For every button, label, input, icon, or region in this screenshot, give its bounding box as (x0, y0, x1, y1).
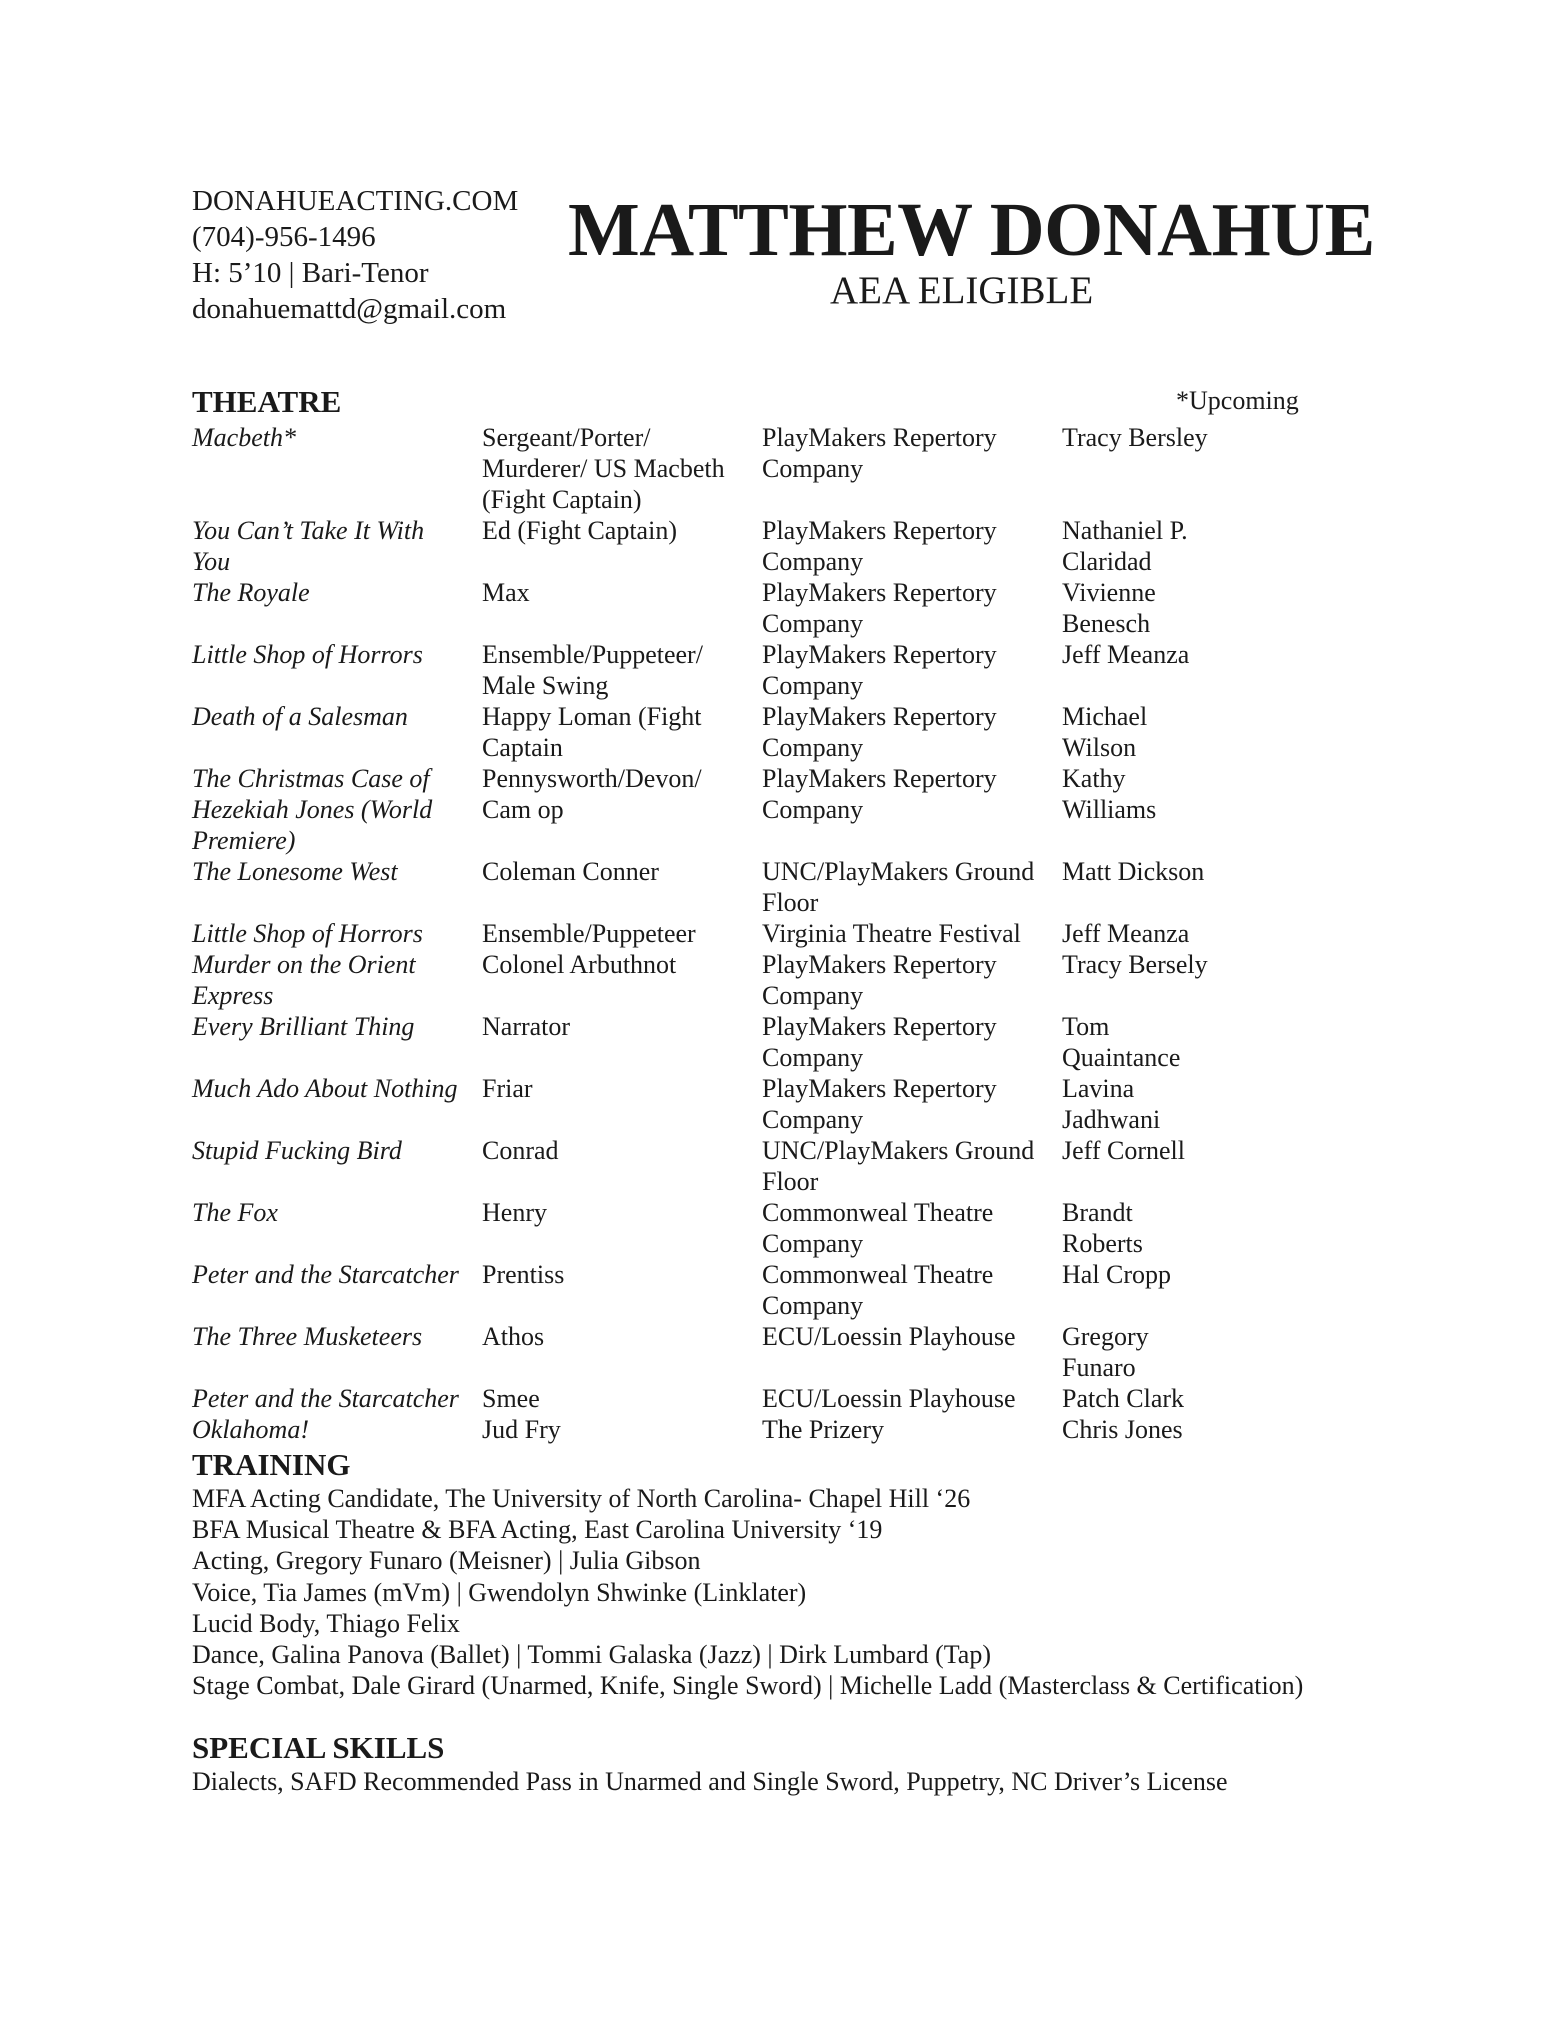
credit-role (482, 1259, 762, 1321)
credit-company-line: Company (762, 454, 864, 483)
credit-row (192, 856, 1392, 918)
credit-company (762, 1383, 1062, 1414)
credit-company-line: Company (762, 1291, 864, 1320)
credit-role-line: Narrator (482, 1012, 571, 1041)
credit-role (482, 949, 762, 1011)
credit-director-line: Tracy Bersley (1062, 423, 1208, 452)
credit-role-line: Cam op (482, 795, 564, 824)
credit-show-line: The Christmas Case of (192, 764, 430, 793)
credit-director (1062, 577, 1212, 639)
credit-director-line: Jeff Cornell (1062, 1136, 1185, 1165)
credit-role-line: Coleman Conner (482, 857, 659, 886)
credit-show-line: Stupid Fucking Bird (192, 1136, 402, 1165)
credit-show (192, 856, 482, 918)
credit-role-line: (Fight Captain) (482, 485, 642, 514)
credit-show (192, 1135, 482, 1197)
credit-role (482, 515, 762, 577)
credit-company-line: Company (762, 609, 864, 638)
credit-role-line: Jud Fry (482, 1415, 561, 1444)
credit-show-line: The Lonesome West (192, 857, 398, 886)
credit-director-line: Nathaniel P. (1062, 516, 1188, 545)
credit-show-line: Every Brilliant Thing (192, 1012, 415, 1041)
credit-role (482, 1383, 762, 1414)
credit-director (1062, 1321, 1212, 1383)
credit-show (192, 639, 482, 701)
credit-director-line: Benesch (1062, 609, 1151, 638)
credit-role (482, 1011, 762, 1073)
credit-director (1062, 1197, 1212, 1259)
credit-director-line: Patch Clark (1062, 1384, 1185, 1413)
credit-company-line: ECU/Loessin Playhouse (762, 1322, 1016, 1351)
credit-role-line: Conrad (482, 1136, 559, 1165)
website: DONAHUEACTING.COM (192, 185, 519, 217)
credit-role-line: Ensemble/Puppeteer (482, 919, 696, 948)
credit-show (192, 1259, 482, 1321)
credit-show (192, 949, 482, 1011)
credit-director (1062, 1011, 1212, 1073)
credit-company (762, 1259, 1062, 1321)
credit-role (482, 1414, 762, 1445)
credit-director (1062, 949, 1212, 1011)
credit-company-line: The Prizery (762, 1415, 885, 1444)
credit-role (482, 639, 762, 701)
credit-company (762, 1011, 1062, 1073)
credit-show-line: Death of a Salesman (192, 702, 408, 731)
credit-show-line: Macbeth* (192, 423, 296, 452)
credit-show-line: Premiere) (192, 826, 296, 855)
credit-company (762, 1414, 1062, 1445)
credit-company-line: Virginia Theatre Festival (762, 919, 1021, 948)
credit-role (482, 763, 762, 856)
credit-show-line: Hezekiah Jones (World (192, 795, 433, 824)
credit-row (192, 1135, 1392, 1197)
credit-company (762, 918, 1062, 949)
credit-show-line: Much Ado About Nothing (192, 1074, 458, 1103)
credit-show (192, 1321, 482, 1383)
height-voice-type: H: 5’10 | Bari-Tenor (192, 257, 429, 289)
credit-show-line: Peter and the Starcatcher (192, 1384, 459, 1413)
credit-director (1062, 422, 1212, 515)
credit-director (1062, 1383, 1212, 1414)
credit-show-line: You (192, 547, 231, 576)
credit-director-line: Matt Dickson (1062, 857, 1205, 886)
credit-role-line: Max (482, 578, 530, 607)
credit-show (192, 1383, 482, 1414)
credit-row (192, 515, 1392, 577)
credit-company-line: PlayMakers Repertory (762, 640, 997, 669)
phone-number: (704)-956-1496 (192, 221, 376, 253)
credit-show-line: Little Shop of Horrors (192, 640, 423, 669)
credit-company-line: PlayMakers Repertory (762, 764, 997, 793)
credit-company (762, 515, 1062, 577)
credit-director-line: Jeff Meanza (1062, 640, 1190, 669)
credit-company-line: Company (762, 1105, 864, 1134)
credit-company-line: Company (762, 733, 864, 762)
training-line: BFA Musical Theatre & BFA Acting, East Carolina University ‘19 (192, 1515, 883, 1545)
credit-company-line: Floor (762, 888, 819, 917)
credit-role-line: Henry (482, 1198, 547, 1227)
credit-show (192, 515, 482, 577)
email-address: donahuemattd@gmail.com (192, 293, 507, 325)
credit-director (1062, 515, 1212, 577)
credit-company-line: PlayMakers Repertory (762, 1012, 997, 1041)
credit-show (192, 763, 482, 856)
credit-row (192, 422, 1392, 515)
credit-role (482, 1197, 762, 1259)
credit-row (192, 1073, 1392, 1135)
training-line: Stage Combat, Dale Girard (Unarmed, Knife, Single Sword) | Michelle Ladd (Masterclass & Certification) (192, 1671, 1304, 1701)
credit-row (192, 577, 1392, 639)
credit-role (482, 577, 762, 639)
credit-company-line: Company (762, 1043, 864, 1072)
credit-director (1062, 856, 1212, 918)
credit-company (762, 1197, 1062, 1259)
credit-director-line: Tom Quaintance (1062, 1012, 1181, 1072)
training-list (192, 1483, 1303, 1701)
credit-company-line: PlayMakers Repertory (762, 1074, 997, 1103)
credit-company (762, 1321, 1062, 1383)
credit-company-line: Commonweal Theatre (762, 1260, 994, 1289)
training-heading: TRAINING (192, 1447, 351, 1482)
credit-role-line: Prentiss (482, 1260, 565, 1289)
credit-row (192, 1011, 1392, 1073)
credit-show (192, 1011, 482, 1073)
credit-role-line: Ed (Fight Captain) (482, 516, 677, 545)
credit-row (192, 918, 1392, 949)
training-line: Lucid Body, Thiago Felix (192, 1608, 460, 1638)
credit-role-line: Sergeant/Porter/ (482, 423, 651, 452)
credit-director (1062, 701, 1212, 763)
credit-director (1062, 1259, 1212, 1321)
credit-role (482, 1321, 762, 1383)
credit-director (1062, 1135, 1212, 1197)
credit-role (482, 1135, 762, 1197)
credit-row (192, 1321, 1392, 1383)
credit-show (192, 1414, 482, 1445)
credit-role-line: Pennysworth/Devon/ (482, 764, 702, 793)
credit-role-line: Athos (482, 1322, 545, 1351)
credit-company-line: Floor (762, 1167, 819, 1196)
credit-company (762, 577, 1062, 639)
credit-company-line: PlayMakers Repertory (762, 950, 997, 979)
credit-director-line: Kathy Williams (1062, 764, 1157, 824)
credit-company-line: PlayMakers Repertory (762, 423, 997, 452)
credit-director-line: Vivienne (1062, 578, 1156, 607)
credit-director-line: Lavina Jadhwani (1062, 1074, 1161, 1134)
credit-director-line: Gregory Funaro (1062, 1322, 1149, 1382)
credit-company-line: Company (762, 671, 864, 700)
credit-row (192, 763, 1392, 856)
credit-director-line: Claridad (1062, 547, 1152, 576)
training-line: Dance, Galina Panova (Ballet) | Tommi Galaska (Jazz) | Dirk Lumbard (Tap) (192, 1640, 992, 1670)
credit-company (762, 949, 1062, 1011)
credit-company (762, 763, 1062, 856)
credit-row (192, 639, 1392, 701)
credit-show (192, 422, 482, 515)
credit-director-line: Chris Jones (1062, 1415, 1183, 1444)
credit-director-line: Michael Wilson (1062, 702, 1148, 762)
credit-company-line: ECU/Loessin Playhouse (762, 1384, 1016, 1413)
credit-director-line: Brandt Roberts (1062, 1198, 1143, 1258)
credit-role (482, 918, 762, 949)
credit-company-line: PlayMakers Repertory (762, 578, 997, 607)
credit-company (762, 1073, 1062, 1135)
training-line: MFA Acting Candidate, The University of North Carolina- Chapel Hill ‘26 (192, 1484, 971, 1513)
credit-show-line: Express (192, 981, 274, 1010)
credit-show-line: Murder on the Orient (192, 950, 416, 979)
credit-director (1062, 918, 1212, 949)
contact-info (192, 183, 518, 327)
special-skills-text: Dialects, SAFD Recommended Pass in Unarmed and Single Sword, Puppetry, NC Driver’s License (192, 1767, 1228, 1796)
credit-role-line: Male Swing (482, 671, 609, 700)
credit-role (482, 701, 762, 763)
credit-company-line: Company (762, 795, 864, 824)
credit-show-line: The Royale (192, 578, 310, 607)
credit-role-line: Colonel Arbuthnot (482, 950, 677, 979)
credit-show-line: The Fox (192, 1198, 278, 1227)
credit-role-line: Ensemble/Puppeteer/ (482, 640, 703, 669)
credit-show-line: Peter and the Starcatcher (192, 1260, 459, 1289)
credit-role (482, 422, 762, 515)
credit-company-line: PlayMakers Repertory (762, 702, 997, 731)
credit-row (192, 1259, 1392, 1321)
credit-role-line: Captain (482, 733, 563, 762)
credit-show (192, 1197, 482, 1259)
credit-director-line: Tracy Bersely (1062, 950, 1208, 979)
credit-company (762, 701, 1062, 763)
training-line: Acting, Gregory Funaro (Meisner) | Julia Gibson (192, 1546, 701, 1576)
credit-director (1062, 763, 1212, 856)
credit-role-line: Happy Loman (Fight (482, 702, 702, 731)
credit-role-line: Murderer/ US Macbeth (482, 454, 725, 483)
credit-company-line: UNC/PlayMakers Ground (762, 857, 1035, 886)
credit-row (192, 701, 1392, 763)
credit-show (192, 577, 482, 639)
credit-company (762, 422, 1062, 515)
credit-show-line: Little Shop of Horrors (192, 919, 423, 948)
union-status: AEA ELIGIBLE (830, 269, 1094, 312)
credit-company-line: UNC/PlayMakers Ground (762, 1136, 1035, 1165)
credit-director-line: Jeff Meanza (1062, 919, 1190, 948)
credit-company-line: Company (762, 1229, 864, 1258)
credit-director-line: Hal Cropp (1062, 1260, 1172, 1289)
training-line: Voice, Tia James (mVm) | Gwendolyn Shwinke (Linklater) (192, 1577, 807, 1607)
credit-role (482, 856, 762, 918)
credit-role-line: Smee (482, 1384, 540, 1413)
credit-show-line: You Can’t Take It With (192, 516, 425, 545)
credit-row (192, 1414, 1392, 1445)
credit-director (1062, 1414, 1212, 1445)
credit-company (762, 856, 1062, 918)
credit-role (482, 1073, 762, 1135)
credit-show (192, 1073, 482, 1135)
special-skills-heading: SPECIAL SKILLS (192, 1730, 445, 1765)
theatre-credits-table (192, 422, 1392, 1445)
credit-show-line: The Three Musketeers (192, 1322, 423, 1351)
credit-company-line: Commonweal Theatre (762, 1198, 994, 1227)
credit-company-line: Company (762, 547, 864, 576)
credit-show (192, 701, 482, 763)
credit-director (1062, 1073, 1212, 1135)
credit-company-line: PlayMakers Repertory (762, 516, 997, 545)
theatre-heading: THEATRE (192, 384, 342, 419)
actor-name: MATTHEW DONAHUE (568, 188, 1375, 272)
credit-show-line: Oklahoma! (192, 1415, 309, 1444)
credit-company (762, 639, 1062, 701)
credit-director (1062, 639, 1212, 701)
credit-row (192, 1197, 1392, 1259)
credit-row (192, 1383, 1392, 1414)
upcoming-note: *Upcoming (1176, 386, 1299, 415)
credit-role-line: Friar (482, 1074, 533, 1103)
credit-company-line: Company (762, 981, 864, 1010)
credit-company (762, 1135, 1062, 1197)
credit-show (192, 918, 482, 949)
credit-row (192, 949, 1392, 1011)
